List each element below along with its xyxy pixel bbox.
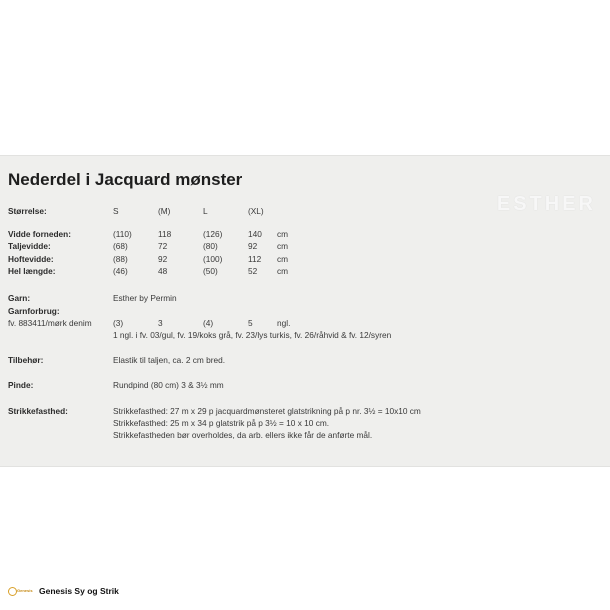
size-m: (M) <box>158 206 171 216</box>
measure-value: (50) <box>203 266 218 276</box>
yarn-usage-value: 3 <box>158 318 163 328</box>
brand-logo <box>8 585 34 597</box>
yarn-usage-value: (3) <box>113 318 124 328</box>
measure-value: (110) <box>113 229 132 239</box>
measure-value: (46) <box>113 266 128 276</box>
measure-unit: cm <box>277 254 289 264</box>
measure-unit: cm <box>277 229 289 239</box>
gauge-label: Strikkefasthed: <box>8 406 68 416</box>
measure-value: 92 <box>248 241 258 251</box>
accessories-value: Elastik til taljen, ca. 2 cm bred. <box>113 355 226 365</box>
brand-logo-text: Genesis <box>17 588 33 593</box>
yarn-usage-unit: ngl. <box>277 318 291 328</box>
yarn-color-label: fv. 883411/mørk denim <box>8 318 92 328</box>
measure-value: 72 <box>158 241 168 251</box>
measure-value: 48 <box>158 266 168 276</box>
pattern-title: Nederdel i Jacquard mønster <box>8 170 243 189</box>
footer <box>0 585 300 599</box>
brand-watermark: ESTHER <box>496 193 596 215</box>
size-s: S <box>113 206 119 216</box>
yarn-label: Garn: <box>8 293 31 303</box>
measure-unit: cm <box>277 241 289 251</box>
size-xl: (XL) <box>248 206 264 216</box>
measure-label: Hel længde: <box>8 266 56 276</box>
measure-value: 118 <box>158 229 172 239</box>
size-label: Størrelse: <box>8 206 47 216</box>
needles-label: Pinde: <box>8 380 34 390</box>
measure-value: (88) <box>113 254 128 264</box>
gauge-line: Strikkefasthed: 25 m x 34 p glatstrik på p 3½ = 10 x 10 cm. <box>113 418 330 428</box>
measure-value: 52 <box>248 266 258 276</box>
measure-value: (126) <box>203 229 223 239</box>
needles-value: Rundpind (80 cm) 3 & 3½ mm <box>113 380 224 390</box>
yarn-usage-label: Garnforbrug: <box>8 306 60 316</box>
measure-unit: cm <box>277 266 289 276</box>
size-l: L <box>203 206 208 216</box>
measure-label: Vidde forneden: <box>8 229 72 239</box>
measure-label: Taljevidde: <box>8 241 51 251</box>
brand-name: Genesis Sy og Strik <box>39 586 119 596</box>
yarn-usage-value: 5 <box>248 318 253 328</box>
gauge-note: Strikkefastheden bør overholdes, da arb. ellers ikke får de anførte mål. <box>113 430 373 440</box>
measure-value: 92 <box>158 254 168 264</box>
measure-value: 140 <box>248 229 262 239</box>
measure-value: (80) <box>203 241 218 251</box>
accessories-label: Tilbehør: <box>8 355 44 365</box>
measure-value: 112 <box>248 254 262 264</box>
measure-value: (68) <box>113 241 128 251</box>
yarn-usage-value: (4) <box>203 318 214 328</box>
yarn-value: Esther by Permin <box>113 293 177 303</box>
measure-value: (100) <box>203 254 223 264</box>
gauge-line: Strikkefasthed: 27 m x 29 p jacquardmønsteret glatstrikning på p nr. 3½ = 10x10 cm <box>113 406 421 416</box>
measure-label: Hoftevidde: <box>8 254 54 264</box>
yarn-accent-colors: 1 ngl. i fv. 03/gul, fv. 19/koks grå, fv. 23/lys turkis, fv. 26/råhvid & fv. 12/syren <box>113 330 392 340</box>
